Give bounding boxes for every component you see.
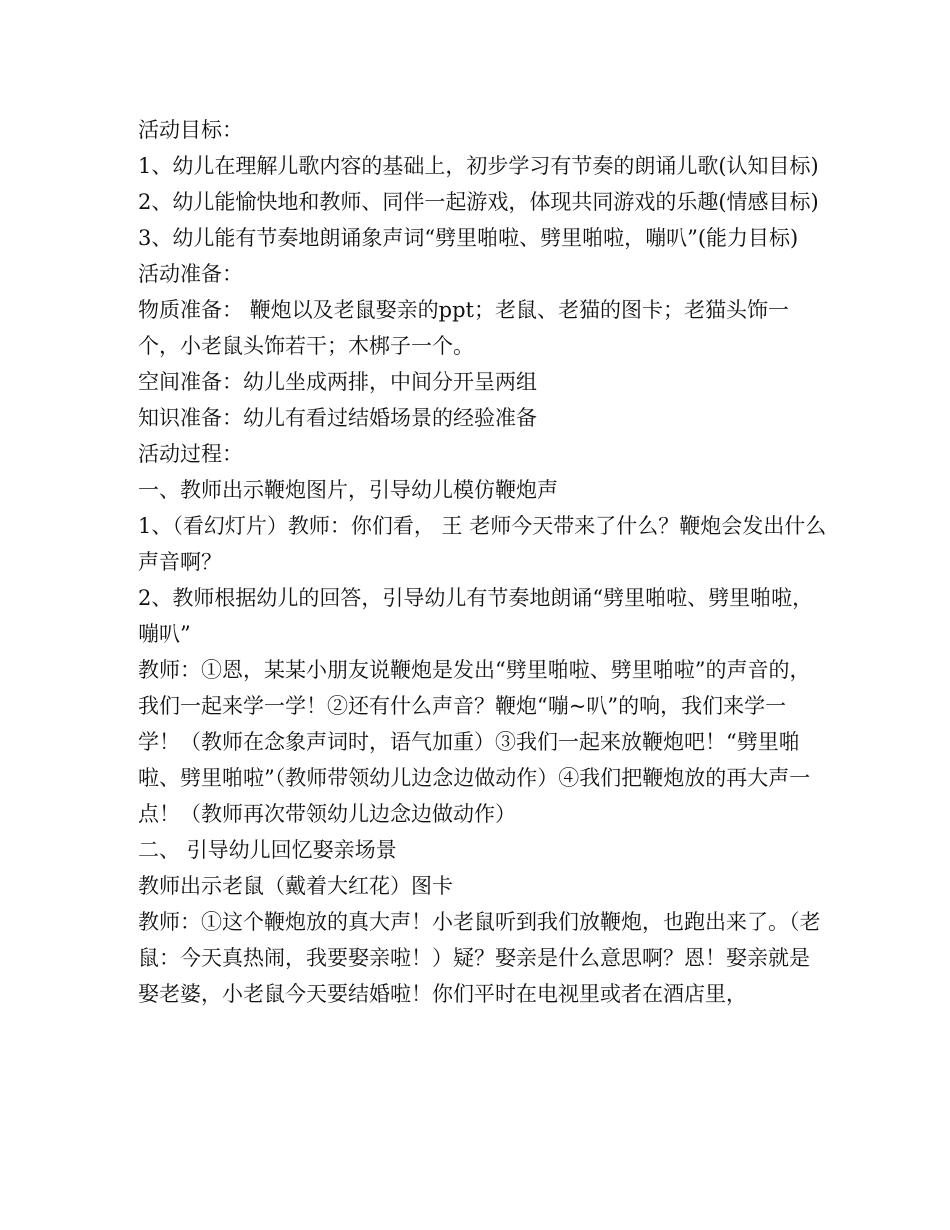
section-heading-process: 活动过程： [138,442,243,466]
process-step-1-heading: 一、教师出示鞭炮图片，引导幼儿模仿鞭炮声 [138,478,558,502]
process-step-2-heading: 二、 引导幼儿回忆娶亲场景 [138,838,397,862]
document-body [138,112,828,1012]
process-step-2-card: 教师出示老鼠（戴着大红花）图卡 [138,874,453,898]
process-step-1-item-2: 2、教师根据幼儿的回答，引导幼儿有节奏地朗诵“劈里啪啦、劈里啪啦，嘣叭” [138,586,814,646]
process-step-1-item-1: 1、（看幻灯片）教师：你们看， 王 老师今天带来了什么？鞭炮会发出什么声音啊？ [138,514,827,574]
teacher-dialogue-2: 教师：①这个鞭炮放的真大声！小老鼠听到我们放鞭炮，也跑出来了。（老鼠：今天真热闹，我要娶亲啦！）疑？娶亲是什么意思啊？恩！娶亲就是娶老婆，小老鼠今天要结婚啦！你们平时在电视里或者在酒店里， [138,910,821,1006]
goal-item-2: 2、幼儿能愉快地和教师、同伴一起游戏，体现共同游戏的乐趣(情感目标) [138,190,819,214]
knowledge-preparation: 知识准备：幼儿有看过结婚场景的经验准备 [138,406,537,430]
material-preparation: 物质准备： 鞭炮以及老鼠娶亲的ppt；老鼠、老猫的图卡；老猫头饰一个，小老鼠头饰若干；木梆子一个。 [138,298,789,358]
section-heading-goals: 活动目标： [138,118,243,142]
section-heading-preparation: 活动准备： [138,262,243,286]
space-preparation: 空间准备：幼儿坐成两排，中间分开呈两组 [138,370,537,394]
teacher-dialogue-1: 教师：①恩，某某小朋友说鞭炮是发出“劈里啪啦、劈里啪啦”的声音的，我们一起来学一学！②还有什么声音？鞭炮“嘣~叭”的响，我们来学一学！（教师在念象声词时，语气加重）③我们一起来放鞭炮吧！“劈里啪啦、劈里啪啦”（教师带领幼儿边念边做动作）④我们把鞭炮放的再大声一点！（教师再次带领幼儿边念边做动作） [138,658,811,826]
goal-item-1: 1、幼儿在理解儿歌内容的基础上，初步学习有节奏的朗诵儿歌(认知目标) [138,154,819,178]
goal-item-3: 3、幼儿能有节奏地朗诵象声词“劈里啪啦、劈里啪啦，嘣叭”(能力目标) [138,226,799,250]
